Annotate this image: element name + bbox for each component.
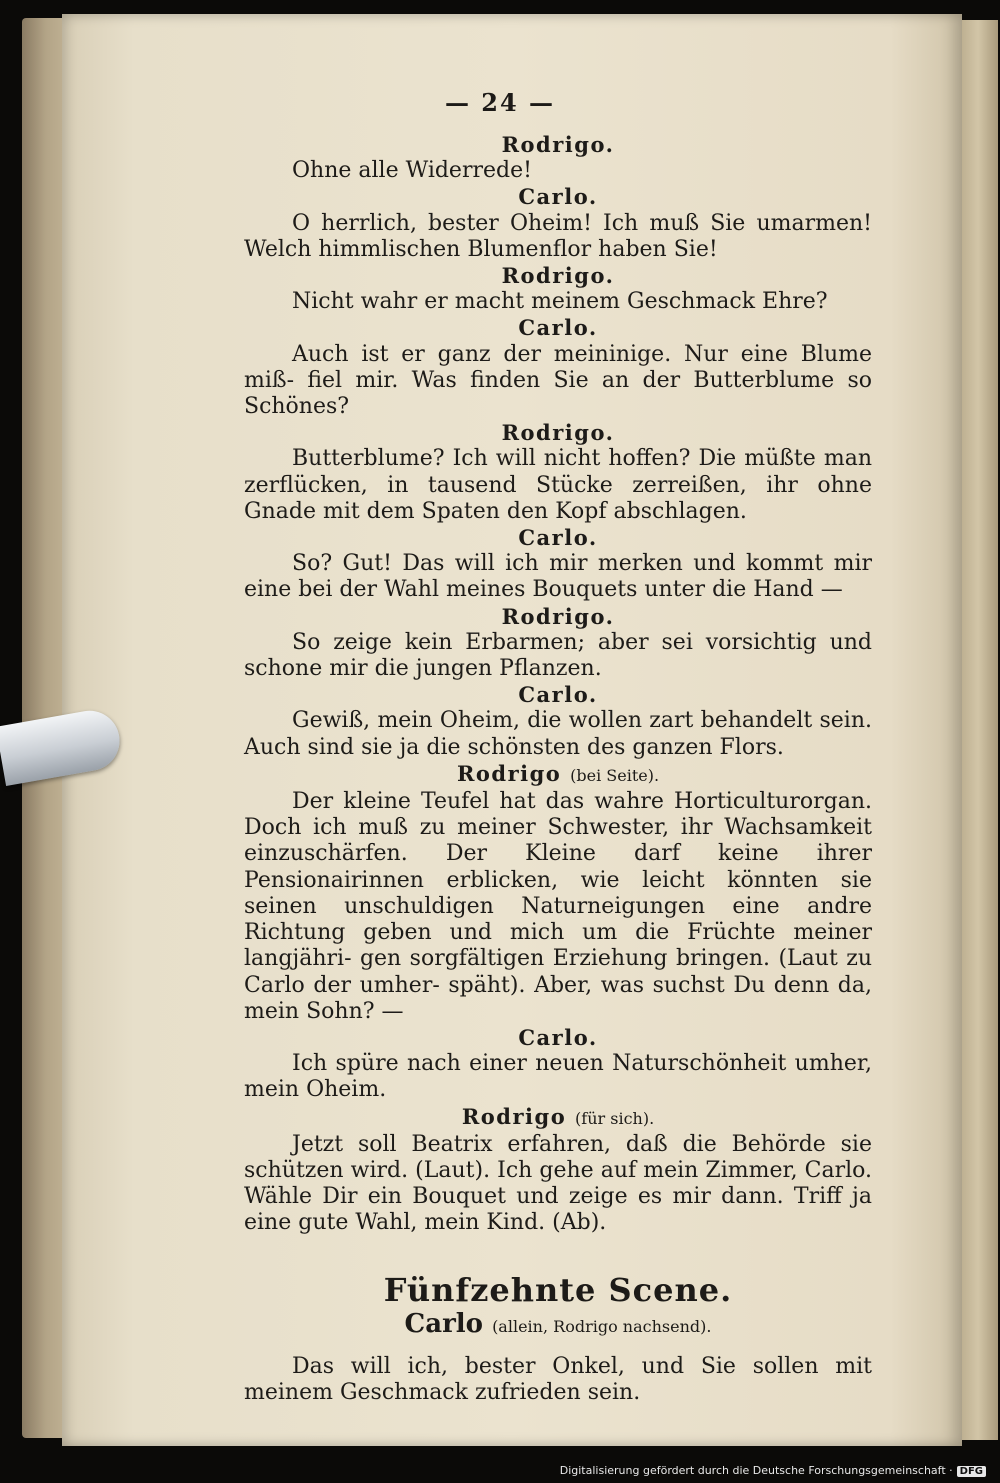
dialogue-text: Nicht wahr er macht meinem Geschmack Ehre?: [292, 289, 828, 315]
speaker-label: Carlo.: [518, 184, 598, 210]
speaker-label: Rodrigo: [456, 760, 562, 786]
scene-cast-direction: (allein, Rodrigo nachsend).: [492, 1316, 712, 1336]
dialogue-text: Gewiß, mein Oheim, die wollen zart behandelt sein. Auch sind sie ja die schönsten des ganzen Flors.: [244, 708, 872, 760]
speaker-name: [244, 1104, 872, 1132]
speaker-name: [244, 315, 872, 341]
speaker-label: Rodrigo.: [501, 132, 615, 157]
digitization-footer: [560, 1464, 986, 1477]
speaker-label: Rodrigo.: [501, 263, 615, 289]
speaker-name: [244, 184, 872, 210]
speaker-label: Carlo.: [518, 525, 598, 551]
book-right-edge: [958, 20, 998, 1440]
stage-direction: (bei Seite).: [570, 765, 660, 785]
dialogue-text: Der kleine Teufel hat das wahre Horticulturorgan. Doch ich muß zu meiner Schwester, ihr Wachsamkeit einzuschärfen. Der Kleine darf keine ihrer Pensionairinnen erblicken, wie leicht könnten sie seinen unschuldigen Naturneigungen eine andre Richtung geben und mich um die Früchte meiner langjähri- gen sorgfältigen Erziehung bringen. (Laut zu Carlo der umher- späht). Aber, was suchst Du denn da, mein Sohn? —: [244, 789, 872, 1024]
dialogue-text: So zeige kein Erbarmen; aber sei vorsichtig und schone mir die jungen Pflanzen.: [244, 629, 872, 682]
scene-text: Das will ich, bester Onkel, und Sie sollen mit meinem Geschmack zufrieden sein.: [244, 1353, 872, 1406]
page-number: — 24 —: [444, 88, 556, 117]
speaker-name: [244, 761, 872, 789]
dialogue-text: Ohne alle Widerrede!: [292, 158, 532, 184]
speaker-name: [244, 525, 872, 551]
dialogue-text: Auch ist er ganz der meininige. Nur eine Blume miß- fiel mir. Was finden Sie an der Butterblume so Schönes?: [244, 341, 872, 420]
dialogue-text: Butterblume? Ich will nicht hoffen? Die müßte man zerflücken, in tausend Stücke zerreißen, ihr ohne Gnade mit dem Spaten den Kopf abschlagen.: [244, 446, 872, 524]
speaker-name: [244, 263, 872, 289]
speaker-label: Rodrigo.: [501, 603, 615, 629]
page-content: [244, 132, 872, 1406]
speaker-label: Rodrigo.: [501, 420, 615, 446]
dialogue-text: Jetzt soll Beatrix erfahren, daß die Behörde sie schützen wird. (Laut). Ich gehe auf mein Zimmer, Carlo. Wähle Dir ein Bouquet und zeige es mir dann. Triff ja eine gute Wahl, mein Kind. (Ab).: [244, 1131, 872, 1236]
speaker-name: [244, 132, 872, 158]
speaker-label: Carlo.: [518, 315, 598, 341]
speaker-label: Rodrigo: [461, 1103, 567, 1129]
speaker-label: Carlo.: [518, 682, 598, 708]
footer-text: Digitalisierung gefördert durch die Deutsche Forschungsgemeinschaft ·: [559, 1464, 953, 1477]
scene-title: Fünfzehnte Scene.: [383, 1270, 733, 1309]
dialogue-text: Ich spüre nach einer neuen Naturschönheit umher, mein Oheim.: [244, 1051, 872, 1103]
dialogue-text: So? Gut! Das will ich mir merken und kommt mir eine bei der Wahl meines Bouquets unter die Hand —: [244, 551, 872, 603]
stage-direction: (für sich).: [575, 1108, 655, 1128]
dialogue-text: O herrlich, bester Oheim! Ich muß Sie umarmen! Welch himmlischen Blumenflor haben Sie!: [244, 210, 872, 262]
scene-cast: [244, 1308, 872, 1340]
dialogue: [244, 132, 872, 1237]
speaker-label: Carlo.: [518, 1024, 598, 1050]
speaker-name: [244, 682, 872, 708]
speaker-name: [244, 420, 872, 446]
scene-cast-name: Carlo: [404, 1308, 483, 1339]
dfg-logo: DFG: [957, 1466, 986, 1477]
speaker-name: [244, 604, 872, 630]
speaker-name: [244, 1025, 872, 1051]
